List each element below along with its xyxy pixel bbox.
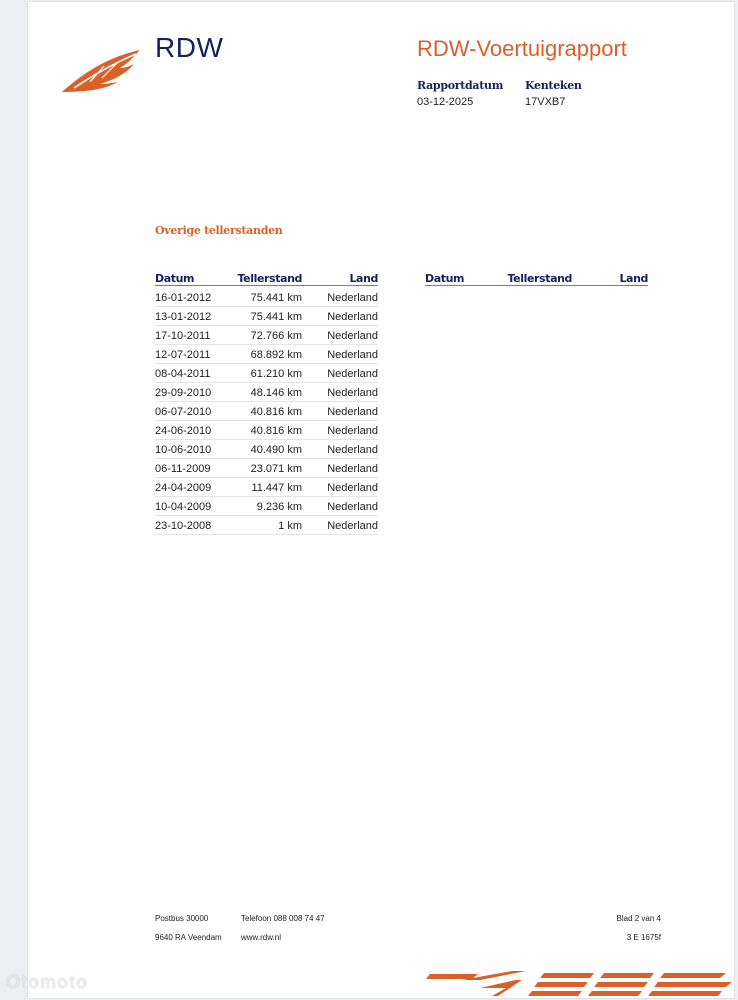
column-header-country: Land: [619, 272, 648, 285]
license-plate-value: 17VXB7: [525, 96, 566, 108]
table-row: [155, 326, 378, 345]
cell-odometer: 75.441 km: [250, 311, 302, 323]
report-date-label: Rapportdatum: [417, 79, 504, 92]
cell-date: 17-10-2011: [155, 330, 211, 342]
column-header-date: Datum: [155, 272, 195, 285]
cell-odometer: 9.236 km: [256, 501, 302, 513]
table-row: [155, 345, 378, 364]
cell-country: Nederland: [327, 311, 378, 323]
cell-country: Nederland: [327, 425, 378, 437]
rdw-feather-logo-icon: [60, 46, 144, 94]
cell-date: 10-06-2010: [155, 444, 212, 456]
column-header-odometer: Tellerstand: [507, 272, 572, 285]
table-row: [155, 478, 378, 497]
cell-country: Nederland: [327, 406, 378, 418]
report-date-value: 03-12-2025: [417, 96, 474, 108]
cell-date: 23-10-2008: [155, 520, 212, 532]
footer-document-code: 3 E 1675f: [626, 933, 661, 942]
table-header: [155, 270, 378, 286]
odometer-table: [155, 270, 378, 535]
cell-odometer: 68.892 km: [250, 349, 302, 361]
cell-date: 08-04-2011: [155, 368, 211, 380]
footer-page-number: Blad 2 van 4: [616, 914, 661, 923]
column-header-date: Datum: [425, 272, 465, 285]
cell-odometer: 11.447 km: [251, 482, 302, 494]
report-title: RDW-Voertuigrapport: [417, 36, 627, 61]
report-page: [28, 2, 734, 998]
cell-date: 06-11-2009: [155, 463, 211, 475]
logo-text: RDW: [155, 32, 224, 63]
table-row: [155, 440, 378, 459]
column-header-odometer: Tellerstand: [237, 272, 302, 285]
footer-phone: Telefoon 088 008 74 47: [241, 914, 325, 923]
cell-odometer: 40.816 km: [250, 425, 302, 437]
cell-date: 24-04-2009: [155, 482, 212, 494]
table-row: [155, 307, 378, 326]
footer-address-line2: 9640 RA Veendam: [155, 933, 222, 942]
cell-date: 16-01-2012: [155, 292, 212, 304]
cell-country: Nederland: [327, 444, 378, 456]
rdw-stripes-graphic: [426, 968, 734, 998]
cell-odometer: 23.071 km: [250, 463, 302, 475]
table-row: [155, 364, 378, 383]
cell-country: Nederland: [327, 463, 378, 475]
table-body: [155, 288, 378, 535]
section-title: Overige tellerstanden: [155, 224, 283, 237]
watermark: Otomoto: [6, 972, 88, 992]
cell-date: 12-07-2011: [155, 349, 211, 361]
table-header: [425, 270, 648, 286]
cell-country: Nederland: [327, 520, 378, 532]
cell-odometer: 72.766 km: [250, 330, 302, 342]
table-row: [155, 383, 378, 402]
cell-country: Nederland: [327, 501, 378, 513]
table-row: [155, 402, 378, 421]
cell-odometer: 61.210 km: [250, 368, 302, 380]
odometer-table-right: [425, 270, 648, 286]
cell-date: 06-07-2010: [155, 406, 212, 418]
cell-odometer: 75.441 km: [250, 292, 302, 304]
table-row: [155, 516, 378, 535]
table-row: [155, 459, 378, 478]
column-header-country: Land: [349, 272, 378, 285]
cell-odometer: 40.490 km: [250, 444, 302, 456]
cell-country: Nederland: [327, 482, 378, 494]
cell-country: Nederland: [327, 292, 378, 304]
cell-date: 24-06-2010: [155, 425, 212, 437]
cell-odometer: 48.146 km: [250, 387, 302, 399]
cell-date: 13-01-2012: [155, 311, 212, 323]
cell-odometer: 40.816 km: [250, 406, 302, 418]
table-row: [155, 288, 378, 307]
cell-date: 29-09-2010: [155, 387, 212, 399]
cell-country: Nederland: [327, 368, 378, 380]
cell-date: 10-04-2009: [155, 501, 212, 513]
table-row: [155, 497, 378, 516]
table-row: [155, 421, 378, 440]
license-plate-label: Kenteken: [525, 79, 582, 92]
cell-country: Nederland: [327, 387, 378, 399]
cell-odometer: 1 km: [278, 520, 302, 532]
cell-country: Nederland: [327, 330, 378, 342]
footer-website: www.rdw.nl: [241, 933, 282, 942]
footer-address-line1: Postbus 30000: [155, 914, 209, 923]
cell-country: Nederland: [327, 349, 378, 361]
